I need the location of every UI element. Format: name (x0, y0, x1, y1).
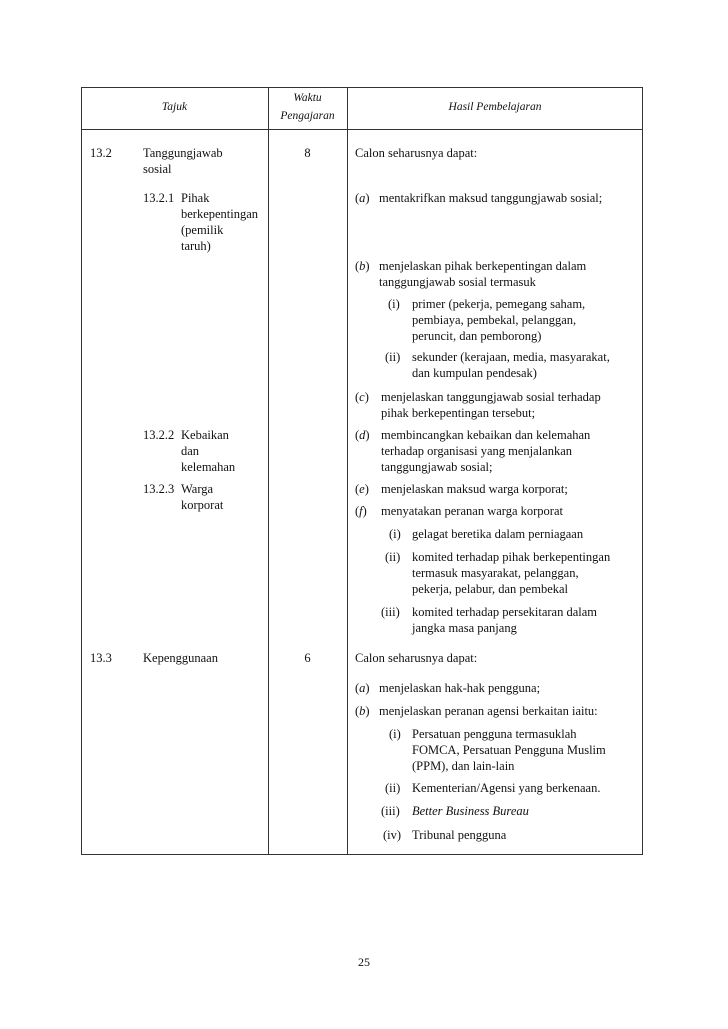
page-number: 25 (358, 955, 370, 969)
subsection-number: 13.2.2 (143, 428, 175, 442)
outcome-text-cont: terhadap organisasi yang menjalankan (381, 444, 573, 458)
subsection-title-cont: (pemilik (181, 223, 224, 237)
sub-outcome-label: (i) (389, 527, 401, 541)
outcome-label: (e) (355, 482, 369, 496)
header-hasil: Hasil Pembelajaran (448, 101, 542, 113)
section-title: Tanggungjawab (143, 146, 223, 160)
subsection-title: Pihak (181, 191, 210, 205)
outcome-text: menjelaskan tanggungjawab sosial terhadap (381, 390, 601, 404)
subsection-title: Kebaikan (181, 428, 229, 442)
section-title: Kepenggunaan (143, 651, 218, 665)
sub-outcome-text-cont: pekerja, pelabur, dan pembekal (412, 582, 569, 596)
sub-outcome-label: (i) (388, 297, 400, 311)
outcome-text: membincangkan kebaikan dan kelemahan (381, 428, 591, 442)
outcome-text-cont: pihak berkepentingan tersebut; (381, 406, 536, 420)
outcome-label: (c) (355, 390, 369, 404)
sub-outcome-label: (ii) (385, 550, 401, 564)
teaching-hours: 8 (304, 146, 311, 160)
sub-outcome-text: sekunder (kerajaan, media, masyarakat, (412, 350, 610, 364)
sub-outcome-text: Persatuan pengguna termasuklah (412, 727, 577, 741)
sub-outcome-text-cont: termasuk masyarakat, pelanggan, (412, 566, 579, 580)
outcome-text: menjelaskan peranan agensi berkaitan iaitu: (379, 704, 598, 718)
sub-outcome-text: primer (pekerja, pemegang saham, (412, 297, 586, 311)
sub-outcome-label: (ii) (385, 350, 401, 364)
sub-outcome-text-cont: pembiaya, pembekal, pelanggan, (412, 313, 577, 327)
sub-outcome-text-cont: FOMCA, Persatuan Pengguna Muslim (412, 743, 606, 757)
sub-outcome-label: (iv) (383, 828, 402, 842)
outcome-label: (f) (355, 504, 367, 518)
outcome-label: (a) (355, 191, 370, 205)
header-waktu-line2: Pengajaran (280, 110, 335, 122)
sub-outcome-text: gelagat beretika dalam perniagaan (412, 527, 584, 541)
outcome-text: menyatakan peranan warga korporat (381, 504, 563, 518)
sub-outcome-text-cont: jangka masa panjang (412, 621, 517, 635)
subsection-number: 13.2.1 (143, 191, 175, 205)
sub-outcome-text: Tribunal pengguna (412, 828, 507, 842)
column-divider-1 (268, 88, 269, 854)
sub-outcome-label: (ii) (385, 781, 401, 795)
section-title-cont: sosial (143, 162, 172, 176)
outcome-text: mentakrifkan maksud tanggungjawab sosial; (379, 191, 603, 205)
subsection-title-cont: kelemahan (181, 460, 236, 474)
sub-outcome-text-cont: dan kumpulan pendesak) (412, 366, 537, 380)
outcome-label: (d) (355, 428, 370, 442)
outcome-label: (a) (355, 681, 370, 695)
teaching-hours: 6 (304, 651, 311, 665)
outcome-text: menjelaskan pihak berkepentingan dalam (379, 259, 587, 273)
sub-outcome-text-cont: peruncit, dan pemborong) (412, 329, 542, 343)
subsection-title-cont: taruh) (181, 239, 211, 253)
header-divider (82, 129, 642, 130)
sub-outcome-text: komited terhadap persekitaran dalam (412, 605, 597, 619)
sub-outcome-label: (i) (389, 727, 401, 741)
subsection-number: 13.2.3 (143, 482, 175, 496)
subsection-title-cont: dan (181, 444, 200, 458)
outcome-text-cont: tanggungjawab sosial termasuk (379, 275, 536, 289)
sub-outcome-text: Better Business Bureau (412, 804, 529, 818)
header-tajuk: Tajuk (161, 101, 188, 113)
subsection-title-cont: berkepentingan (181, 207, 259, 221)
subsection-title-cont: korporat (181, 498, 224, 512)
sub-outcome-text: Kementerian/Agensi yang berkenaan. (412, 781, 601, 795)
outcome-text: menjelaskan hak-hak pengguna; (379, 681, 541, 695)
column-divider-2 (347, 88, 348, 854)
sub-outcome-text-cont: (PPM), dan lain-lain (412, 759, 515, 773)
header-waktu-line1: Waktu (293, 92, 322, 104)
outcome-intro: Calon seharusnya dapat: (355, 146, 478, 160)
sub-outcome-label: (iii) (381, 804, 400, 818)
outcome-intro: Calon seharusnya dapat: (355, 651, 478, 665)
outcome-label: (b) (355, 704, 370, 718)
sub-outcome-text: komited terhadap pihak berkepentingan (412, 550, 611, 564)
outcome-label: (b) (355, 259, 370, 273)
section-number: 13.2 (90, 146, 112, 160)
subsection-title: Warga (181, 482, 214, 496)
sub-outcome-label: (iii) (381, 605, 400, 619)
outcome-text-cont: tanggungjawab sosial; (381, 460, 493, 474)
section-number: 13.3 (90, 651, 112, 665)
outcome-text: menjelaskan maksud warga korporat; (381, 482, 568, 496)
